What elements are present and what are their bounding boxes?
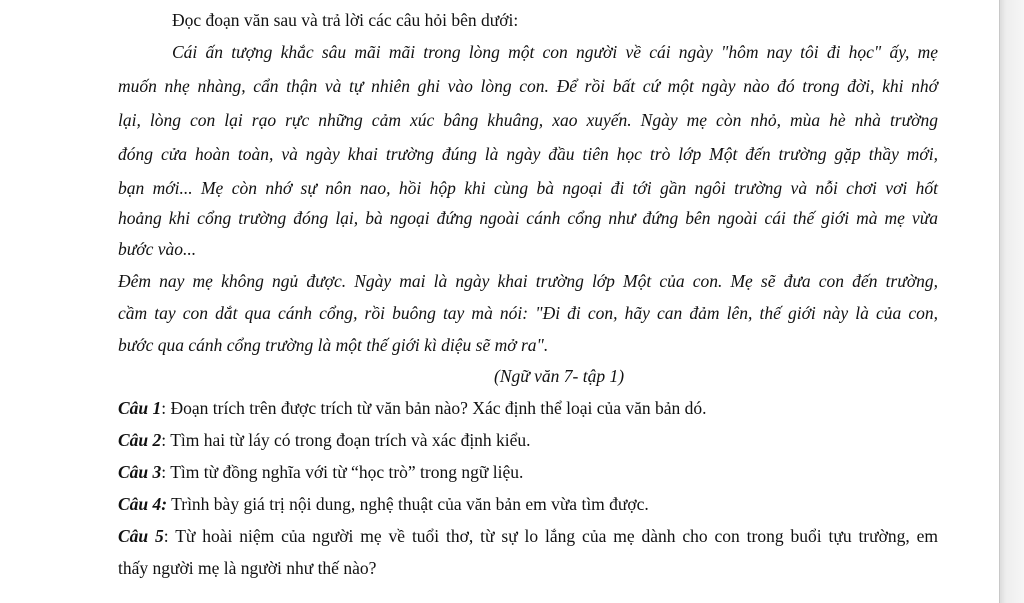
question-label: Câu 4:	[118, 494, 168, 514]
instruction-text: Đọc đoạn văn sau và trả lời các câu hỏi bên dưới:	[172, 10, 519, 30]
question-1	[118, 397, 707, 419]
passage-line: muốn nhẹ nhàng, cẩn thận và tự nhiên ghi vào lòng con. Để rồi bất cứ một ngày nào đó trong đời, khi nhớ	[118, 76, 938, 96]
passage-line: bạn mới... Mẹ còn nhớ sự nôn nao, hồi hộp khi cùng bà ngoại đi tới gần ngôi trường và nỗi chơi vơi hốt	[118, 178, 938, 198]
passage-line: Cái ấn tượng khắc sâu mãi mãi trong lòng một con người về cái ngày "hôm nay tôi đi học" ấy, mẹ	[172, 42, 938, 62]
question-3	[118, 461, 523, 483]
question-text: : Tìm từ đồng nghĩa với từ “học trò” trong ngữ liệu.	[161, 462, 524, 482]
question-text: Trình bày giá trị nội dung, nghệ thuật của văn bản em vừa tìm được.	[167, 494, 649, 514]
passage-line: lại, lòng con lại rạo rực những cảm xúc bâng khuâng, xao xuyến. Ngày mẹ còn nhỏ, mùa hè nhà trường	[118, 110, 938, 130]
passage-line: bước qua cánh cổng trường là một thế giới kì diệu sẽ mở ra".	[118, 335, 549, 355]
passage-line: đóng cửa hoàn toàn, và ngày khai trường đúng là ngày đầu tiên học trò lớp Một đến trường gặp thầy mới,	[118, 144, 938, 164]
question-2	[118, 429, 531, 451]
passage-line: hoảng khi cổng trường đóng lại, bà ngoại đứng ngoài cánh cổng như đứng bên ngoài cái thế giới mà mẹ vừa	[118, 208, 938, 228]
question-4	[118, 493, 649, 515]
page-edge-shadow	[999, 0, 1024, 603]
question-text: : Từ hoài niệm của người mẹ về tuổi thơ, từ sự lo lắng của mẹ dành cho con trong buổi tựu trường, em	[163, 526, 939, 546]
passage-line: bước vào...	[118, 239, 197, 259]
question-text: : Đoạn trích trên được trích từ văn bản nào? Xác định thể loại của văn bản dó.	[161, 398, 707, 418]
question-label: Câu 1	[118, 398, 162, 418]
question-5	[118, 525, 938, 547]
question-text: : Tìm hai từ láy có trong đoạn trích và xác định kiểu.	[161, 430, 531, 450]
passage-line: Đêm nay mẹ không ngủ được. Ngày mai là ngày khai trường lớp Một của con. Mẹ sẽ đưa con đến trường,	[118, 271, 938, 291]
question-label: Câu 3	[118, 462, 162, 482]
source-citation: (Ngữ văn 7- tập 1)	[494, 366, 625, 386]
question-label: Câu 2	[118, 430, 162, 450]
question-label: Câu 5	[118, 526, 164, 546]
passage-line: cầm tay con dắt qua cánh cổng, rồi buông tay mà nói: "Đi đi con, hãy can đảm lên, thế giới này là của con,	[118, 303, 938, 323]
question-5-continuation: thấy người mẹ là người như thế nào?	[118, 558, 377, 578]
